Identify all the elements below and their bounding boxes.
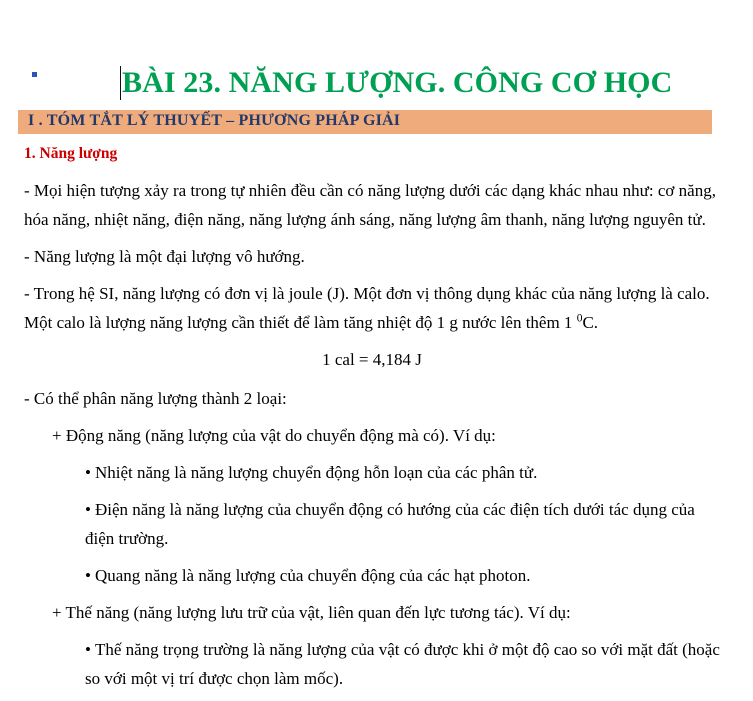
bullet-thermal-energy	[85, 458, 720, 487]
paragraph-two-types: - Có thể phân năng lượng thành 2 loại:	[24, 389, 287, 408]
document-body	[24, 176, 720, 701]
bullet-thermal-energy-text: Nhiệt năng là năng lượng chuyển động hỗn loạn của các phân tử.	[94, 463, 538, 482]
bullet-light-energy	[85, 561, 720, 590]
bullet-gravitational-potential-energy-text: Thế năng trọng trường là năng lượng của vật có được khi ở một độ cao so với mặt đất (hoặc so với một vị trí được chọn làm mốc).	[85, 640, 720, 688]
bullet-electric-energy	[85, 495, 720, 553]
superscript-zero: 0	[576, 311, 583, 325]
item-potential-energy: + Thế năng (năng lượng lưu trữ của vật, liên quan đến lực tương tác). Ví dụ:	[52, 603, 571, 622]
bullet-dot-icon: •	[85, 566, 91, 585]
bullet-dot-icon: •	[85, 640, 91, 659]
page-title: BÀI 23. NĂNG LƯỢNG. CÔNG CƠ HỌC	[122, 66, 673, 99]
section-heading-label: I . TÓM TẮT LÝ THUYẾT – PHƯƠNG PHÁP GIẢI	[28, 112, 401, 129]
bullet-electric-energy-text: Điện năng là năng lượng của chuyển động có hướng của các điện tích dưới tác dụng của điện trường.	[85, 500, 695, 548]
paragraph-si-unit	[24, 279, 720, 337]
item-kinetic-energy: + Động năng (năng lượng của vật do chuyển động mà có). Ví dụ:	[52, 426, 496, 445]
paragraph-si-unit-text: - Trong hệ SI, năng lượng có đơn vị là joule (J). Một đơn vị thông dụng khác của năng lượng là calo. Một calo là lượng năng lượng cần thiết để làm tăng nhiệt độ 1 g nước lên thêm 1	[24, 284, 710, 332]
bullet-dot-icon: •	[85, 463, 91, 482]
bullet-light-energy-text: Quang năng là năng lượng của chuyển động của các hạt photon.	[94, 566, 531, 585]
paragraph-scalar-quantity: - Năng lượng là một đại lượng vô hướng.	[24, 247, 305, 266]
paragraph-si-unit-tail: C.	[582, 313, 599, 332]
bullet-dot-icon: •	[85, 500, 91, 519]
bullet-gravitational-potential-energy	[85, 635, 720, 693]
formula-calorie-joule: 1 cal = 4,184 J	[322, 350, 422, 369]
paragraph-energy-forms: - Mọi hiện tượng xảy ra trong tự nhiên đều cần có năng lượng dưới các dạng khác nhau như: cơ năng, hóa năng, nhiệt năng, điện năng, năng lượng ánh sáng, năng lượng âm thanh, năng lượng nguyên tử.	[24, 181, 716, 229]
subsection-heading: 1. Năng lượng	[24, 145, 118, 162]
document-title-row	[0, 30, 753, 99]
section-heading-bar	[18, 110, 712, 134]
text-cursor-caret	[120, 66, 121, 100]
blue-square-bullet-icon	[32, 72, 37, 77]
